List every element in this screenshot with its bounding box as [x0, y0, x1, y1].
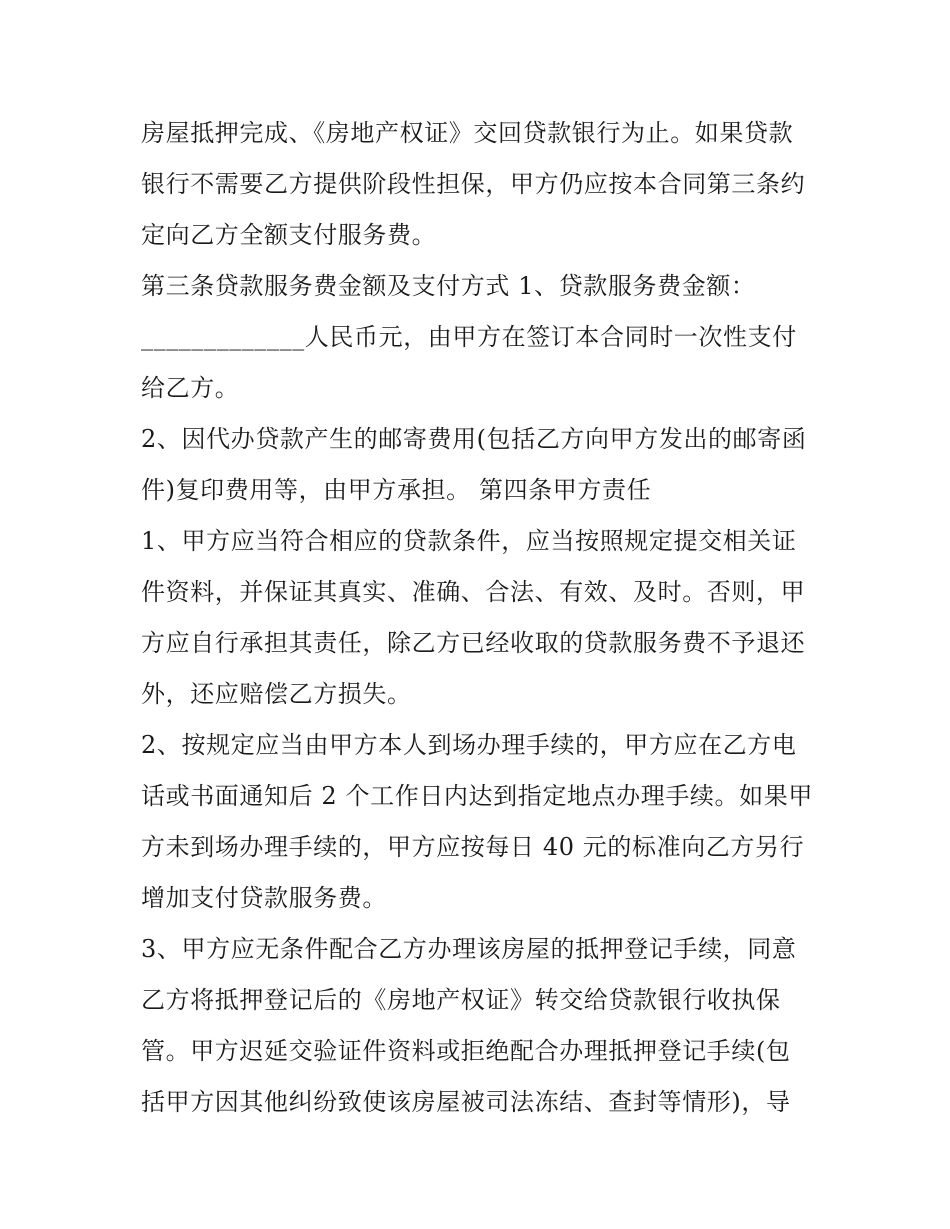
text-line: 定向乙方全额支付服务费。 — [141, 221, 437, 249]
text-line: 给乙方。 — [141, 374, 240, 402]
text-line: 件资料，并保证其真实、准确、合法、有效、及时。否则，甲 — [141, 578, 806, 606]
text-line: 括甲方因其他纠纷致使该房屋被司法冻结、查封等情形)，导 — [141, 1088, 791, 1116]
text-line: 2、按规定应当由甲方本人到场办理手续的，甲方应在乙方电 — [141, 731, 797, 759]
text-line: 件)复印费用等，由甲方承担。 第四条甲方责任 — [141, 476, 652, 504]
text-line: 房屋抵押完成、《房地产权证》交回贷款银行为止。如果贷款 — [141, 119, 794, 147]
text-line: 乙方将抵押登记后的《房地产权证》转交给贷款银行收执保 — [141, 986, 781, 1014]
text-line: 2、因代办贷款产生的邮寄费用(包括乙方向甲方发出的邮寄函 — [141, 425, 807, 453]
text-line: 方应自行承担其责任，除乙方已经收取的贷款服务费不予退还 — [141, 629, 806, 657]
text-line: 管。甲方迟延交验证件资料或拒绝配合办理抵押登记手续(包 — [141, 1037, 791, 1065]
contract-text — [141, 108, 821, 1128]
text-line: 增加支付贷款服务费。 — [141, 884, 387, 912]
text-line: _____________人民币元，由甲方在签订本合同时一次性支付 — [141, 323, 797, 351]
text-line: 方未到场办理手续的，甲方应按每日 40 元的标准向乙方另行 — [141, 833, 805, 861]
text-line: 第三条贷款服务费金额及支付方式 1、贷款服务费金额： — [141, 272, 756, 300]
text-line: 1、甲方应当符合相应的贷款条件，应当按照规定提交相关证 — [141, 527, 797, 555]
text-line: 话或书面通知后 2 个工作日内达到指定地点办理手续。如果甲 — [141, 782, 813, 810]
text-line: 外，还应赔偿乙方损失。 — [141, 680, 412, 708]
text-line: 银行不需要乙方提供阶段性担保，甲方仍应按本合同第三条约 — [141, 170, 806, 198]
text-line: 3、甲方应无条件配合乙方办理该房屋的抵押登记手续，同意 — [141, 935, 797, 963]
